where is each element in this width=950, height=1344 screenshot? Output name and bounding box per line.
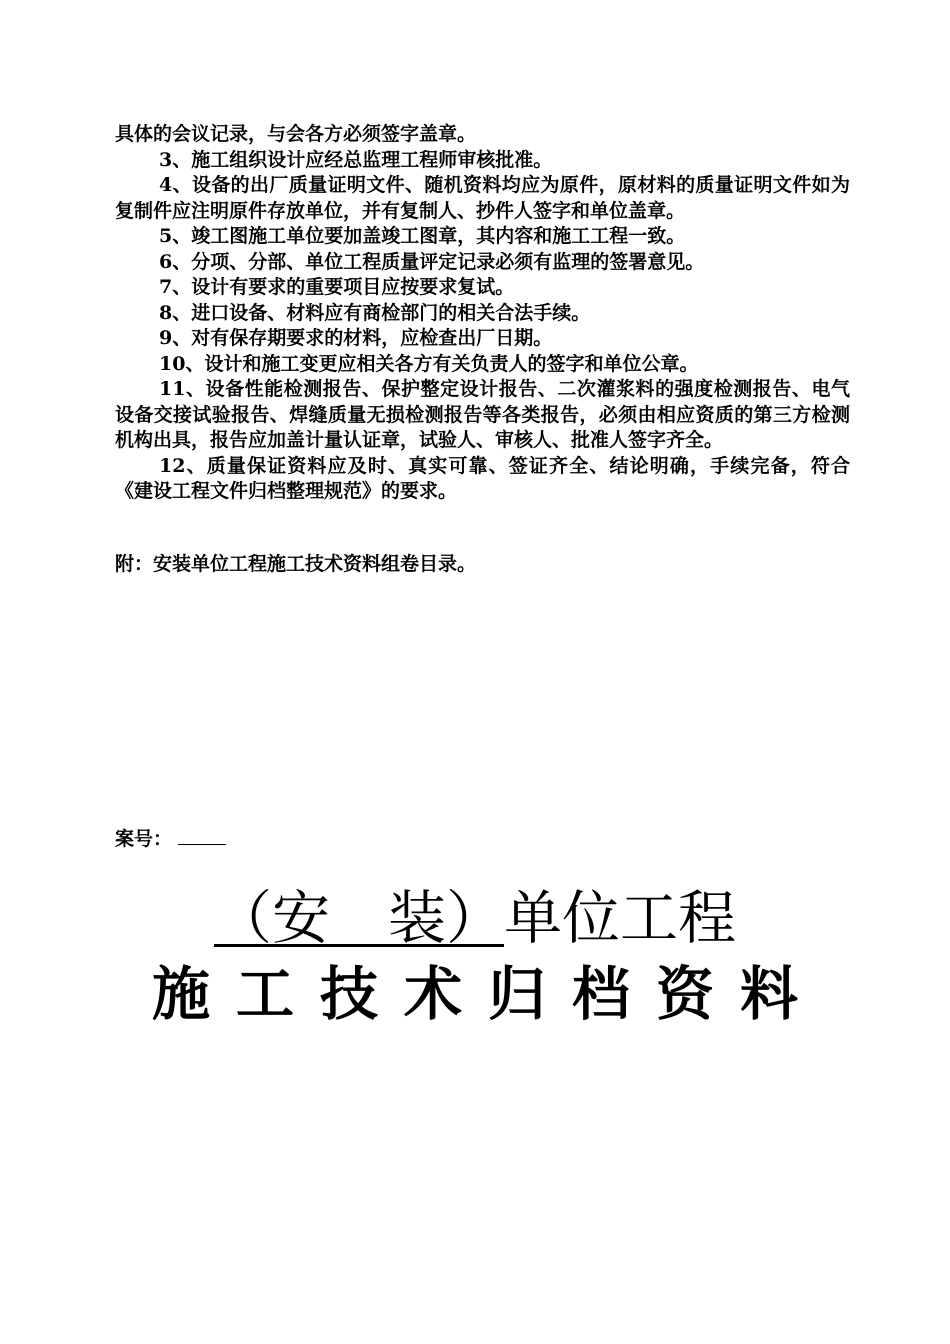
requirements-text xyxy=(115,122,850,505)
title-project-type: （安 装） xyxy=(213,884,504,952)
paragraph-item-3: 3、施工组织设计应经总监理工程师审核批准。 xyxy=(159,148,553,171)
paragraph-item-12: 12、质量保证资料应及时、真实可靠、签证齐全、结论明确，手续完备，符合《建设工程文件归档整理规范》的要求。 xyxy=(115,454,850,502)
title-line-1 xyxy=(0,882,950,954)
case-number-field xyxy=(115,826,226,852)
paragraph-item-4: 4、设备的出厂质量证明文件、随机资料均应为原件，原材料的质量证明文件如为复制件应注明原件存放单位，并有复制人、抄件人签字和单位盖章。 xyxy=(115,174,850,222)
paragraph-item-8: 8、进口设备、材料应有商检部门的相关合法手续。 xyxy=(159,301,591,324)
paragraph-item-10: 10、设计和施工变更应相关各方有关负责人的签字和单位公章。 xyxy=(159,352,699,375)
title-unit-project: 单位工程 xyxy=(504,884,737,952)
paragraph-item-5: 5、竣工图施工单位要加盖竣工图章，其内容和施工工程一致。 xyxy=(159,225,686,247)
case-number-blank xyxy=(178,826,226,845)
appendix-note: 附：安装单位工程施工技术资料组卷目录。 xyxy=(115,553,477,575)
case-number-label: 案号： xyxy=(115,828,173,850)
paragraph-item-9: 9、对有保存期要求的材料，应检查出厂日期。 xyxy=(159,327,553,349)
paragraph-item-11: 11、设备性能检测报告、保护整定设计报告、二次灌浆料的强度检测报告、电气设备交接试验报告、焊缝质量无损检测报告等各类报告，必须由相应资质的第三方检测机构出具，报告应加盖计量认证章，试验人、审核人、批准人签字齐全。 xyxy=(115,378,850,451)
paragraph-continuation: 具体的会议记录，与会各方必须签字盖章。 xyxy=(115,123,477,145)
title-line-2: 施工技术归档资料 xyxy=(151,960,824,1028)
paragraph-item-6: 6、分项、分部、单位工程质量评定记录必须有监理的签署意见。 xyxy=(159,250,705,273)
paragraph-item-7: 7、设计有要求的重要项目应按要求复试。 xyxy=(159,276,515,298)
